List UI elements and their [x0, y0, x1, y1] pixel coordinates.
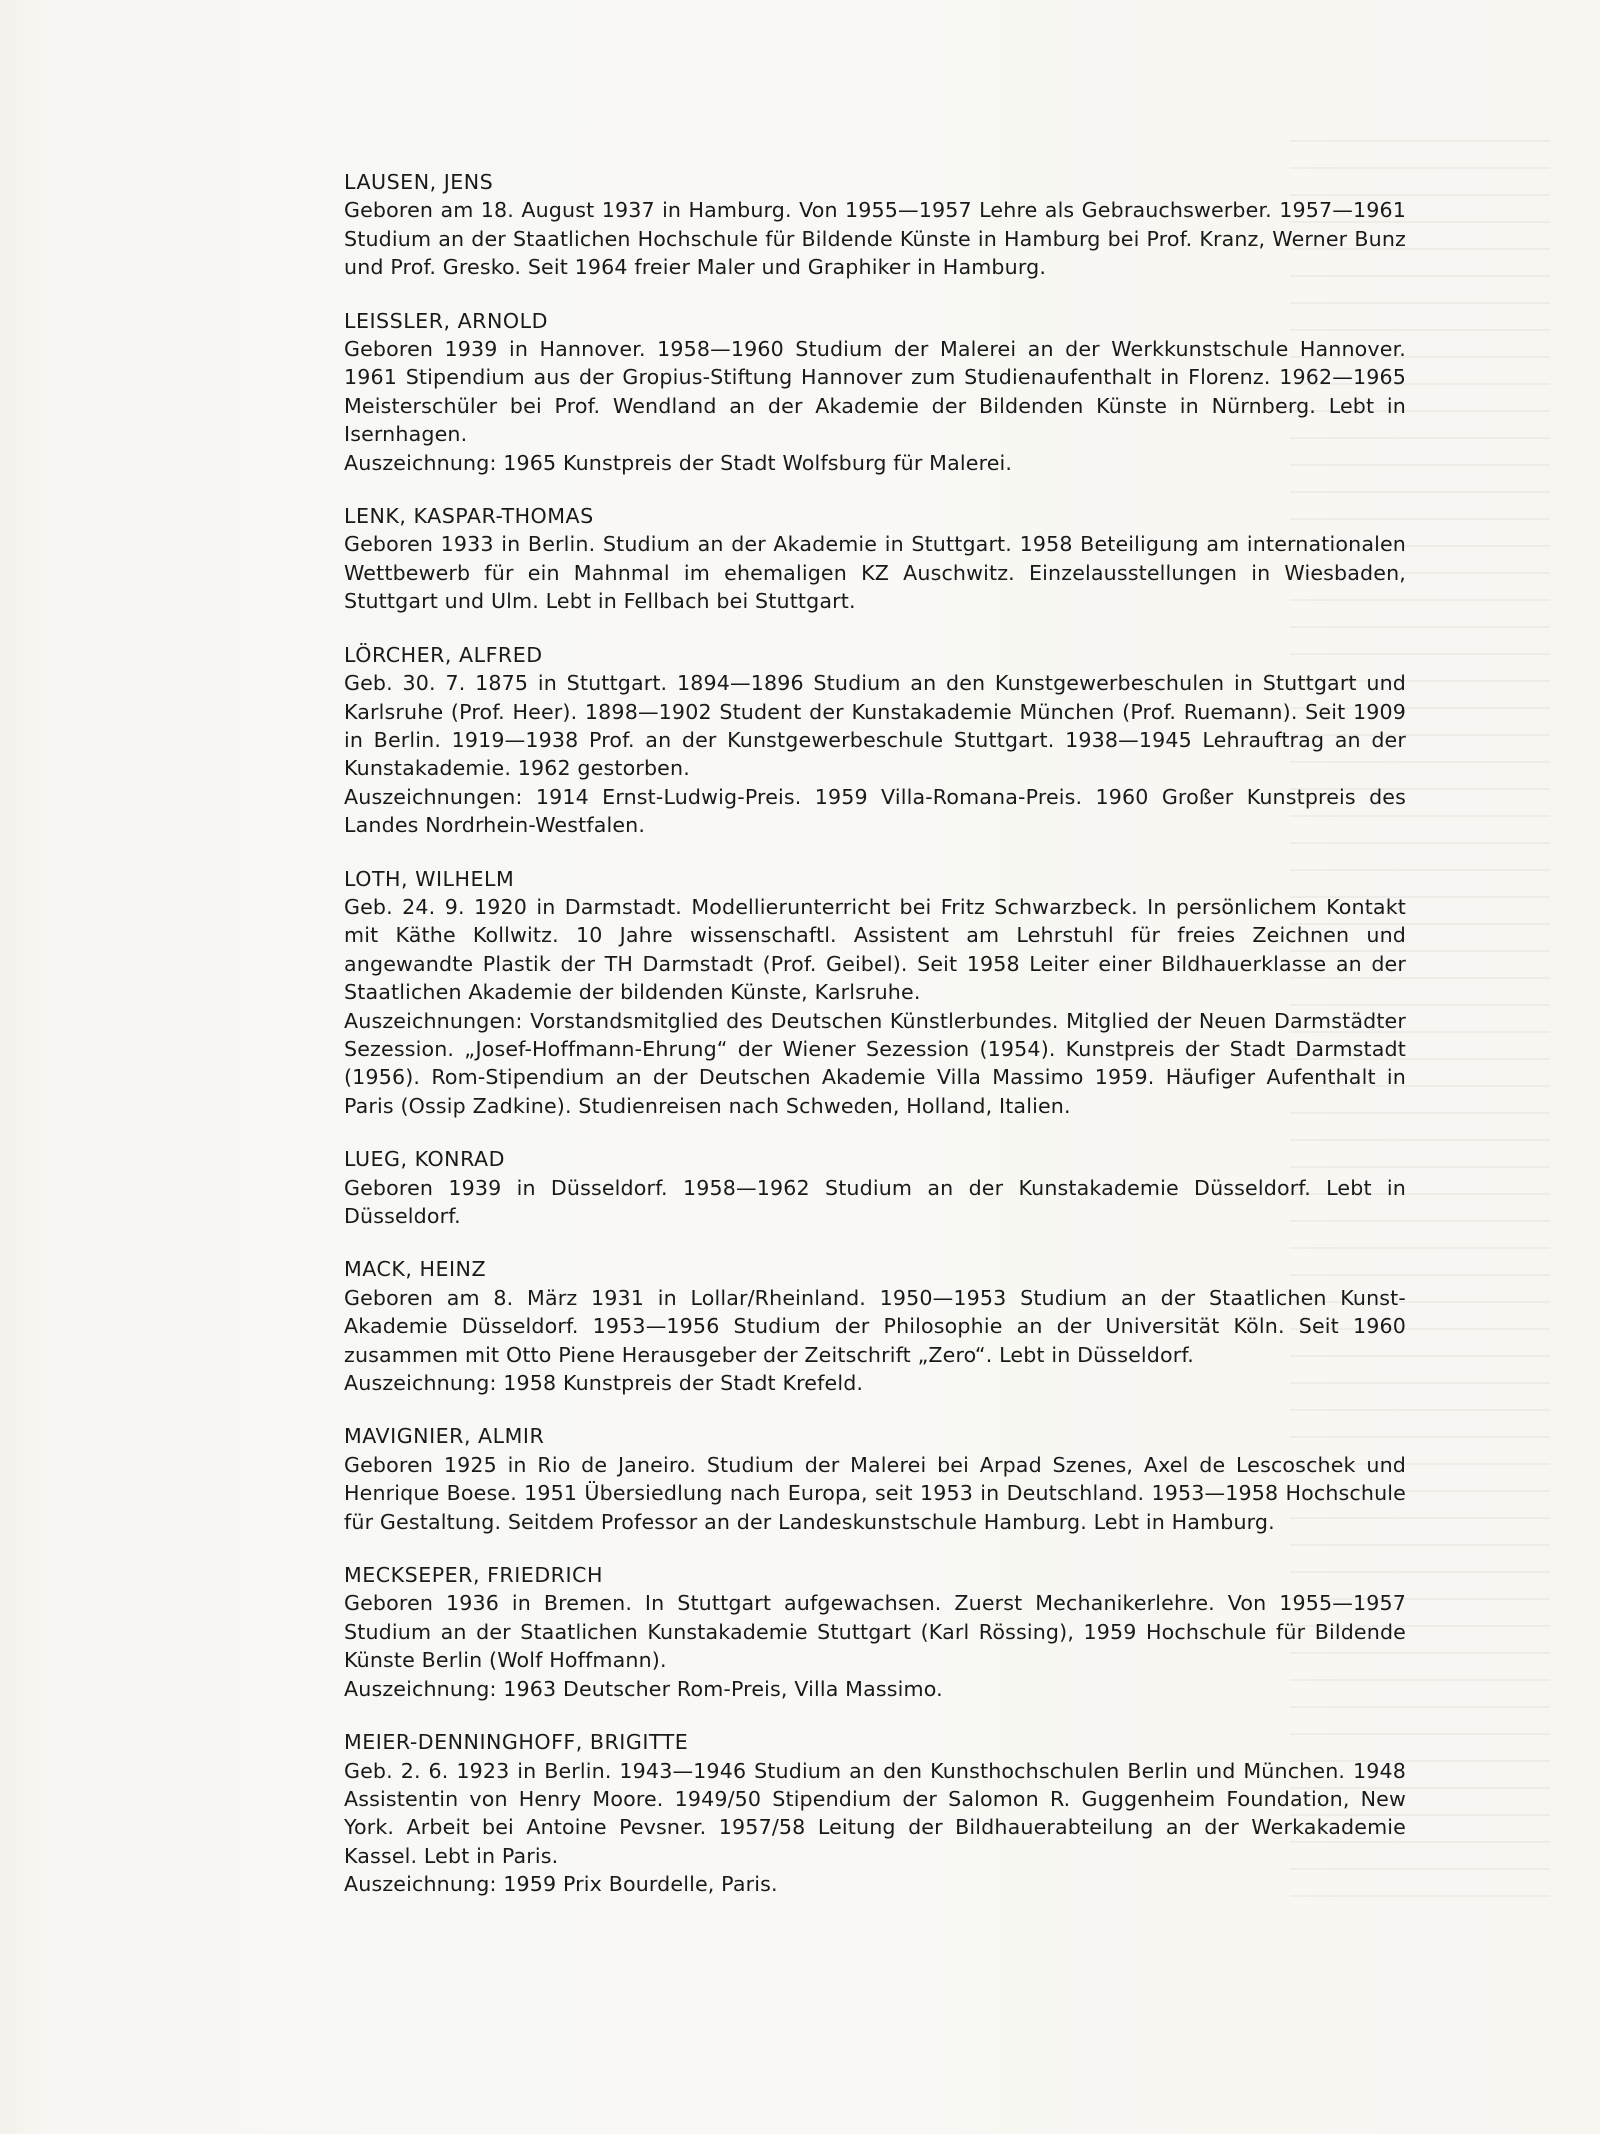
- biography-text: Geb. 2. 6. 1923 in Berlin. 1943—1946 Studium an den Kunsthochschulen Berlin und München. 1948 Assistentin von Henry Moore. 1949/50 Stipendium der Salomon R. Guggenheim Foundation, New York. Arbeit bei Antoine Pevsner. 1957/58 Leitung der Bildhauerabteilung an der Werkakademie Kassel. Lebt in Paris.: [344, 1758, 1406, 1868]
- awards-text: Auszeichnung: 1959 Prix Bourdelle, Paris.: [344, 1872, 778, 1897]
- biography-entry: [344, 1145, 1406, 1230]
- biography-list: [344, 168, 1406, 1924]
- biography-entry: [344, 168, 1406, 282]
- biography-text: Geboren 1939 in Düsseldorf. 1958—1962 Studium an der Kunstakademie Düsseldorf. Lebt in Düsseldorf.: [344, 1175, 1406, 1228]
- biography-text: Geboren 1933 in Berlin. Studium an der Akademie in Stuttgart. 1958 Beteiligung am internationalen Wettbewerb für ein Mahnmal im ehemaligen KZ Auschwitz. Einzelausstellungen in Wiesbaden, Stuttgart und Ulm. Lebt in Fellbach bei Stuttgart.: [344, 532, 1406, 614]
- awards-text: Auszeichnungen: 1914 Ernst-Ludwig-Preis. 1959 Villa-Romana-Preis. 1960 Großer Kunstpreis des Landes Nordrhein-Westfalen.: [344, 784, 1406, 838]
- biography-text: Geboren 1936 in Bremen. In Stuttgart aufgewachsen. Zuerst Mechanikerlehre. Von 1955—1957 Studium an der Staatlichen Kunstakademie Stuttgart (Karl Rössing), 1959 Hochschule für Bildende Künste Berlin (Wolf Hoffmann).: [344, 1591, 1406, 1673]
- biography-entry: [344, 1728, 1406, 1898]
- artist-name: LENK, KASPAR-THOMAS: [344, 504, 594, 529]
- biography-text: Geb. 30. 7. 1875 in Stuttgart. 1894—1896 Studium an den Kunstgewerbeschulen in Stuttgart und Karlsruhe (Prof. Heer). 1898—1902 Student der Kunstakademie München (Prof. Ruemann). Seit 1909 in Berlin. 1919—1938 Prof. an der Kunstgewerbeschule Stuttgart. 1938—1945 Lehrauftrag an der Kunstakademie. 1962 gestorben.: [344, 671, 1406, 781]
- artist-name: LÖRCHER, ALFRED: [344, 642, 543, 667]
- biography-text: Geboren am 8. März 1931 in Lollar/Rheinland. 1950—1953 Studium an der Staatlichen Kunst-Akademie Düsseldorf. 1953—1956 Studium der Philosophie an der Universität Köln. Seit 1960 zusammen mit Otto Piene Herausgeber der Zeitschrift „Zero“. Lebt in Düsseldorf.: [344, 1285, 1406, 1367]
- biography-entry: [344, 1255, 1406, 1397]
- biography-text: Geboren am 18. August 1937 in Hamburg. Von 1955—1957 Lehre als Gebrauchswerber. 1957—1961 Studium an der Staatlichen Hochschule für Bildende Künste in Hamburg bei Prof. Kranz, Werner Bunz und Prof. Gresko. Seit 1964 freier Maler und Graphiker in Hamburg.: [344, 198, 1406, 280]
- biography-text: Geb. 24. 9. 1920 in Darmstadt. Modellierunterricht bei Fritz Schwarzbeck. In persönlichem Kontakt mit Käthe Kollwitz. 10 Jahre wissenschaftl. Assistent am Lehrstuhl für freies Zeichnen und angewandte Plastik der TH Darmstadt (Prof. Geibel). Seit 1958 Leiter einer Bildhauerklasse an der Staatlichen Akademie der bildenden Künste, Karlsruhe.: [344, 894, 1406, 1005]
- awards-text: Auszeichnungen: Vorstandsmitglied des Deutschen Künstlerbundes. Mitglied der Neuen Darmstädter Sezession. „Josef-Hoffmann-Ehrung“ der Wiener Sezession (1954). Kunstpreis der Stadt Darmstadt (1956). Rom-Stipendium an der Deutschen Akademie Villa Massimo 1959. Häufiger Aufenthalt in Paris (Ossip Zadkine). Studienreisen nach Schweden, Holland, Italien.: [344, 1008, 1406, 1118]
- biography-entry: [344, 641, 1406, 840]
- biography-entry: [344, 1561, 1406, 1703]
- artist-name: MECKSEPER, FRIEDRICH: [344, 1563, 603, 1588]
- biography-entry: [344, 865, 1406, 1121]
- artist-name: LUEG, KONRAD: [344, 1147, 505, 1172]
- biography-text: Geboren 1939 in Hannover. 1958—1960 Studium der Malerei an der Werkkunstschule Hannover. 1961 Stipendium aus der Gropius-Stiftung Hannover zum Studienaufenthalt in Florenz. 1962—1965 Meisterschüler bei Prof. Wendland an der Akademie der Bildenden Künste in Nürnberg. Lebt in Isernhagen.: [344, 337, 1406, 447]
- artist-name: MAVIGNIER, ALMIR: [344, 1424, 545, 1449]
- awards-text: Auszeichnung: 1958 Kunstpreis der Stadt Krefeld.: [344, 1371, 864, 1396]
- biography-entry: [344, 1422, 1406, 1536]
- biography-text: Geboren 1925 in Rio de Janeiro. Studium der Malerei bei Arpad Szenes, Axel de Lescoschek und Henrique Boese. 1951 Übersiedlung nach Europa, seit 1953 in Deutschland. 1953—1958 Hochschule für Gestaltung. Seitdem Professor an der Landeskunstschule Hamburg. Lebt in Hamburg.: [344, 1452, 1406, 1534]
- artist-name: LEISSLER, ARNOLD: [344, 308, 548, 333]
- awards-text: Auszeichnung: 1963 Deutscher Rom-Preis, Villa Massimo.: [344, 1676, 943, 1701]
- artist-name: LAUSEN, JENS: [344, 170, 494, 194]
- biography-entry: [344, 307, 1406, 477]
- artist-name: LOTH, WILHELM: [344, 866, 515, 891]
- artist-name: MACK, HEINZ: [344, 1257, 487, 1282]
- biography-entry: [344, 502, 1406, 616]
- artist-name: MEIER-DENNINGHOFF, BRIGITTE: [344, 1730, 689, 1755]
- awards-text: Auszeichnung: 1965 Kunstpreis der Stadt Wolfsburg für Malerei.: [344, 450, 1013, 475]
